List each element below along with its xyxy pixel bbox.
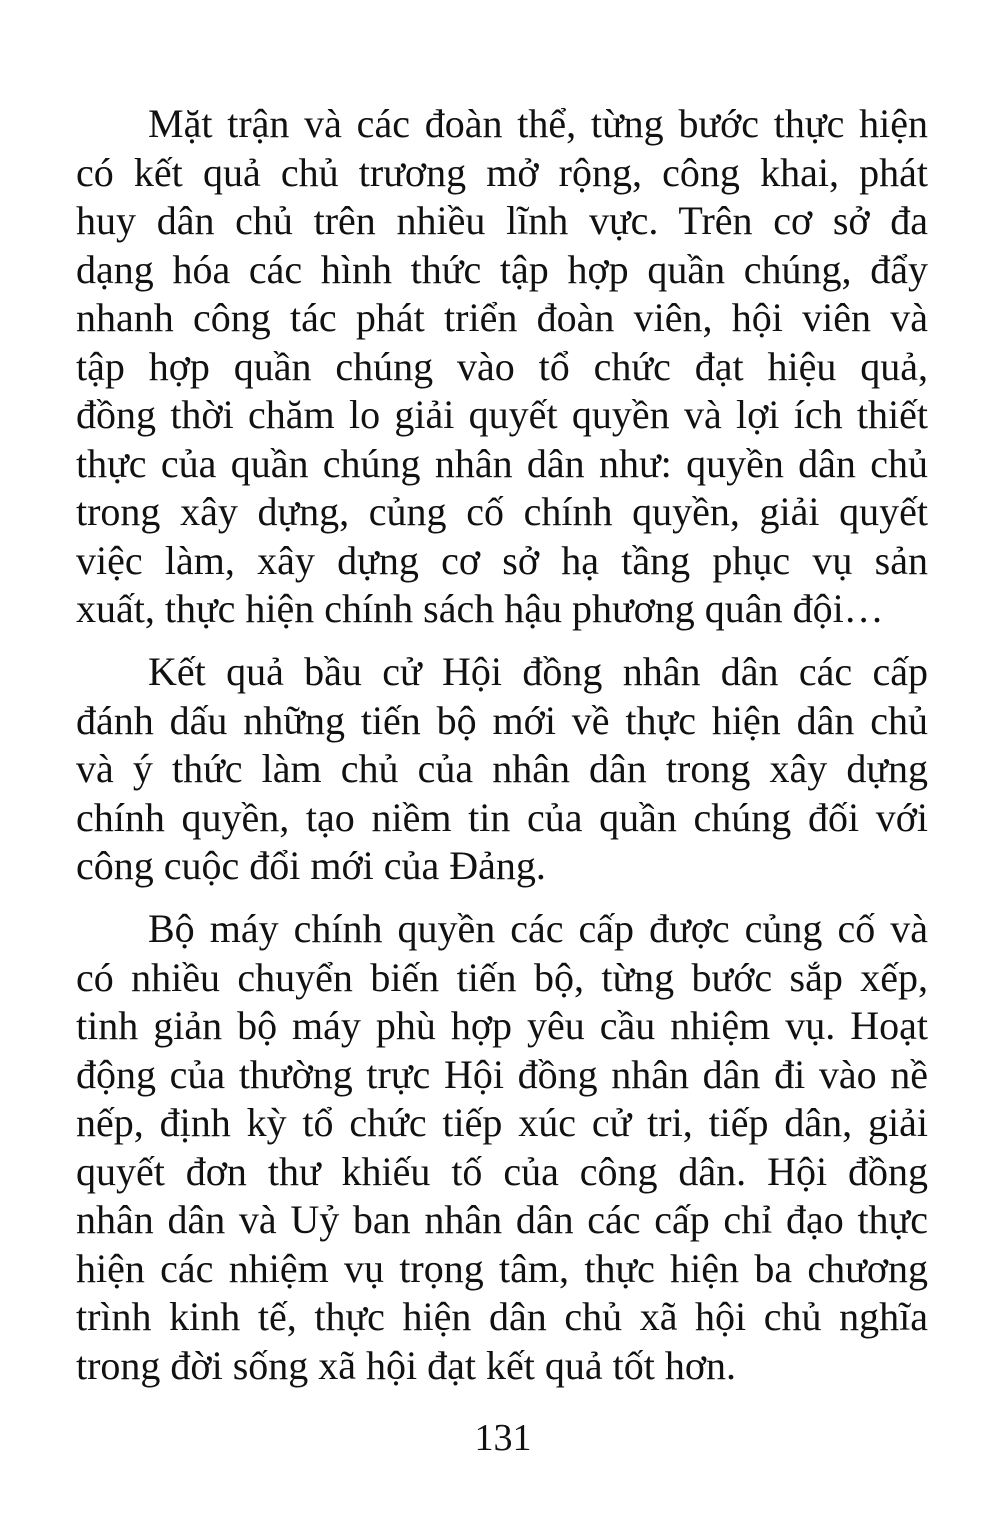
text-line: trình kinh tế, thực hiện dân chủ xã hội chủ nghĩa <box>76 1294 928 1339</box>
text-line: nếp, định kỳ tổ chức tiếp xúc cử tri, tiếp dân, giải <box>76 1100 928 1145</box>
text-line: động của thường trực Hội đồng nhân dân đi vào nề <box>76 1051 928 1097</box>
text-line: huy dân chủ trên nhiều lĩnh vực. Trên cơ sở đa <box>76 198 928 243</box>
text-line: Kết quả bầu cử Hội đồng nhân dân các cấp <box>148 649 928 694</box>
text-line: chính quyền, tạo niềm tin của quần chúng đối với <box>76 794 928 840</box>
text-line: hiện các nhiệm vụ trọng tâm, thực hiện ba chương <box>76 1245 928 1291</box>
text-line: thực của quần chúng nhân dân như: quyền dân chủ <box>76 440 928 486</box>
text-line: quyết đơn thư khiếu tố của công dân. Hội đồng <box>76 1148 928 1194</box>
paragraph-3 <box>76 905 928 1390</box>
text-line: có kết quả chủ trương mở rộng, công khai, phát <box>76 149 928 195</box>
text-line: có nhiều chuyển biến tiến bộ, từng bước sắp xếp, <box>76 954 928 1000</box>
page-number: 131 <box>474 1417 532 1459</box>
text-line: và ý thức làm chủ của nhân dân trong xây dựng <box>76 746 928 791</box>
text-line: công cuộc đổi mới của Đảng. <box>76 843 546 888</box>
text-line: nhanh công tác phát triển đoàn viên, hội viên và <box>76 295 928 340</box>
text-line: trong đời sống xã hội đạt kết quả tốt hơn. <box>76 1342 736 1388</box>
text-line: đánh dấu những tiến bộ mới về thực hiện dân chủ <box>76 697 928 743</box>
text-line: việc làm, xây dựng cơ sở hạ tầng phục vụ sản <box>76 537 928 583</box>
text-line: nhân dân và Uỷ ban nhân dân các cấp chỉ đạo thực <box>76 1197 928 1242</box>
text-line: Bộ máy chính quyền các cấp được củng cố và <box>148 906 928 951</box>
text-line: tập hợp quần chúng vào tổ chức đạt hiệu quả, <box>76 343 928 389</box>
text-line: trong xây dựng, củng cố chính quyền, giải quyết <box>76 489 928 534</box>
text-line: tinh giản bộ máy phù hợp yêu cầu nhiệm vụ. Hoạt <box>76 1003 928 1048</box>
text-line: dạng hóa các hình thức tập hợp quần chúng, đẩy <box>76 246 928 292</box>
paragraph-1 <box>76 100 928 634</box>
text-line: đồng thời chăm lo giải quyết quyền và lợi ích thiết <box>76 392 928 437</box>
text-line: xuất, thực hiện chính sách hậu phương quân đội… <box>76 586 884 631</box>
paragraph-2 <box>76 648 928 891</box>
text-line: Mặt trận và các đoàn thể, từng bước thực hiện <box>148 101 928 146</box>
